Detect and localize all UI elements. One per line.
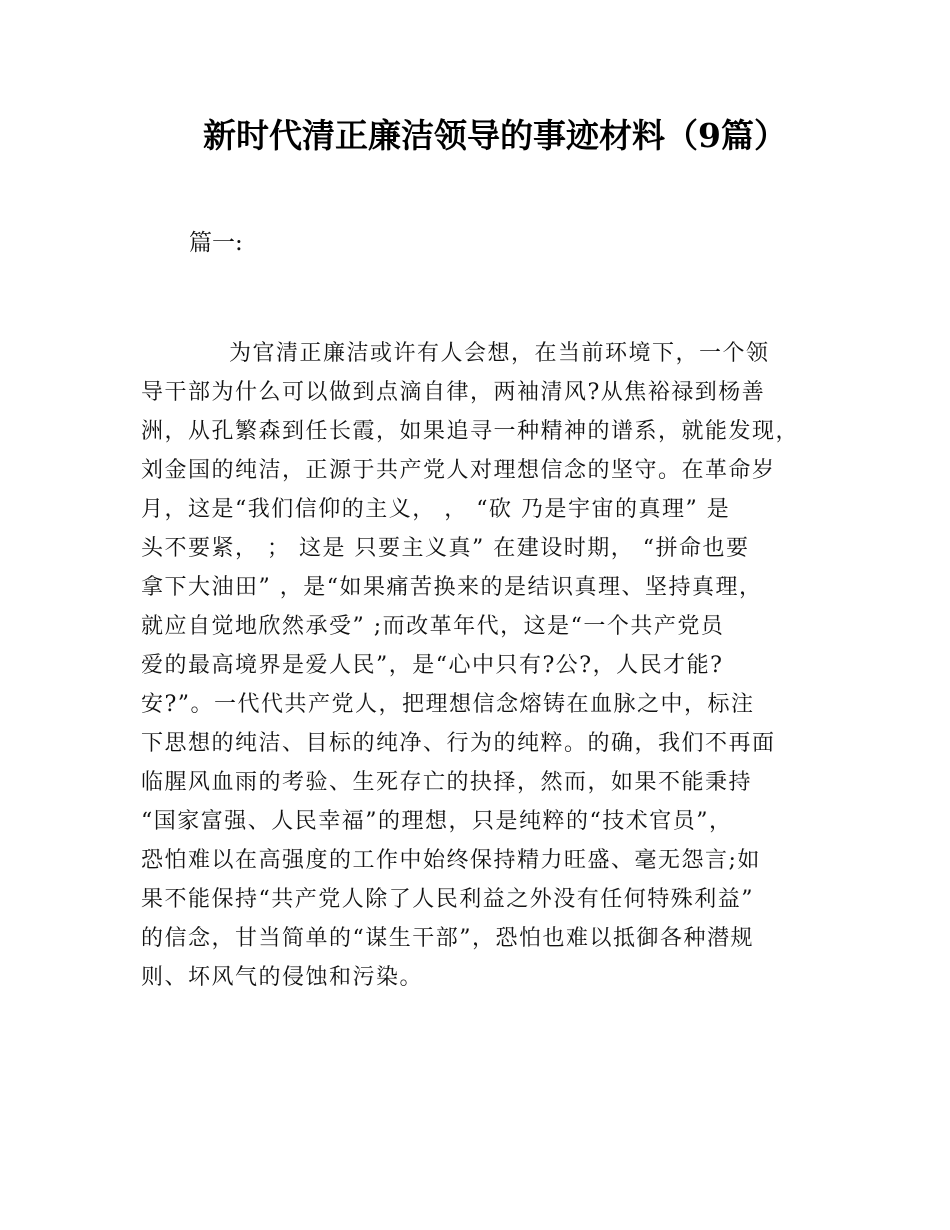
paragraph-line: 下思想的纯洁、目标的纯净、行为的纯粹。的确，我们不再面	[141, 731, 776, 756]
document-title: 新时代清正廉洁领导的事迹材料（9篇）	[203, 116, 787, 155]
paragraph-line: 安?”。一代代共产党人，把理想信念熔铸在血脉之中，标注	[141, 692, 755, 717]
paragraph-line: 果不能保持“共产党人除了人民利益之外没有任何特殊利益”	[141, 887, 754, 912]
paragraph-line: “国家富强、人民幸福”的理想，只是纯粹的“技术官员”，	[141, 809, 733, 834]
paragraph-line: 恐怕难以在高强度的工作中始终保持精力旺盛、毫无怨言;如	[141, 848, 761, 873]
paragraph-line: 临腥风血雨的考验、生死存亡的抉择，然而，如果不能秉持	[141, 770, 753, 795]
paragraph-line: 拿下大油田” ，是“如果痛苦换来的是结识真理、坚持真理，	[141, 575, 763, 600]
paragraph-line: 导干部为什么可以做到点滴自律，两袖清风?从焦裕禄到杨善	[141, 380, 766, 405]
body-paragraph	[141, 334, 831, 997]
paragraph-line: 刘金国的纯洁，正源于共产党人对理想信念的坚守。在革命岁	[141, 458, 776, 483]
paragraph-line: 月，这是“我们信仰的主义， ， “砍 乃是宇宙的真理” 是	[141, 497, 731, 522]
section-heading: 篇一:	[189, 230, 243, 256]
paragraph-line: 为官清正廉洁或许有人会想，在当前环境下，一个领	[229, 341, 770, 366]
paragraph-line: 就应自觉地欣然承受” ;而改革年代，这是“一个共产党员	[141, 614, 725, 639]
paragraph-line: 的信念，甘当简单的“谋生干部”，恐怕也难以抵御各种潜规	[141, 926, 754, 951]
paragraph-line: 洲，从孔繁森到任长霞，如果追寻一种精神的谱系，就能发现，	[141, 419, 800, 444]
paragraph-line: 则、坏风气的侵蚀和污染。	[141, 965, 424, 990]
paragraph-line: 爱的最高境界是爱人民”，是“心中只有?公?，人民才能?	[141, 653, 724, 678]
paragraph-line: 头不要紧， ； 这是 只要主义真” 在建设时期， “拼命也要	[141, 536, 750, 561]
